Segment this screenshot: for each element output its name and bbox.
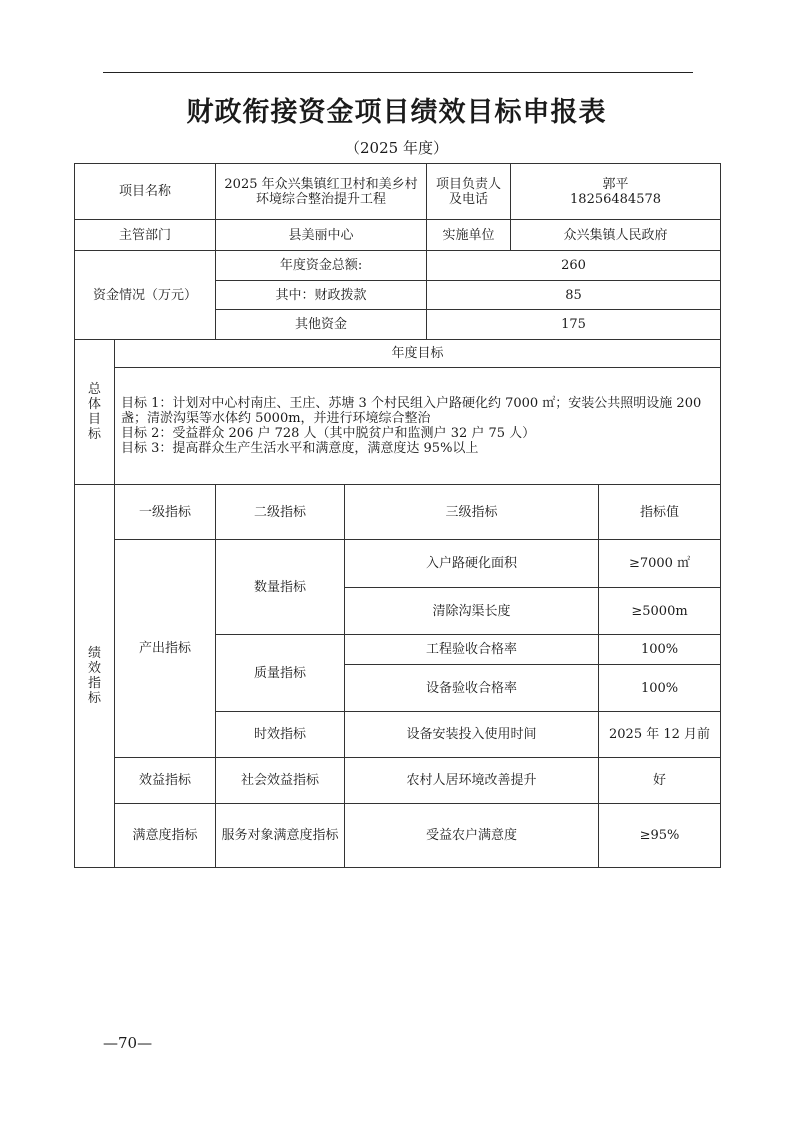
perf-label: 绩效指标 — [87, 646, 101, 706]
perf-header-level1: 一级指标 — [115, 485, 216, 540]
table-row — [75, 804, 721, 868]
quantity-label: 数量指标 — [216, 540, 345, 635]
living-env-name: 农村人居环境改善提升 — [345, 758, 599, 804]
ditch-length-name: 清除沟渠长度 — [345, 588, 599, 635]
funds-total-row — [75, 251, 721, 281]
overall-label-cell — [75, 340, 115, 485]
goal-3: 目标 3：提高群众生产生活水平和满意度，满意度达 95%以上 — [121, 441, 479, 456]
perf-header-level2: 二级指标 — [216, 485, 345, 540]
install-time-name: 设备安装投入使用时间 — [345, 712, 599, 758]
goal-1: 目标 1：计划对中心村南庄、王庄、苏塘 3 个村民组入户路硬化约 7000 ㎡；安装公共照明设施 200 盏；清淤沟渠等水体约 5000m，并进行环境综合整治 — [121, 396, 702, 426]
benefit-label: 效益指标 — [115, 758, 216, 804]
project-name-label: 项目名称 — [75, 164, 216, 220]
time-label: 时效指标 — [216, 712, 345, 758]
project-name-value: 2025 年众兴集镇红卫村和美乡村环境综合整治提升工程 — [216, 164, 427, 220]
funds-total-label: 年度资金总额: — [216, 251, 427, 281]
overall-goals-row — [75, 368, 721, 485]
social-label: 社会效益指标 — [216, 758, 345, 804]
install-time-value: 2025 年 12 月前 — [599, 712, 721, 758]
project-owner-label: 项目负责人及电话 — [427, 164, 511, 220]
perf-header-row — [75, 485, 721, 540]
funds-other-value: 175 — [427, 310, 721, 340]
goal-2: 目标 2：受益群众 206 户 728 人（其中脱贫户和监测户 32 户 75 人） — [121, 426, 536, 441]
department-row — [75, 220, 721, 251]
project-owner-value — [511, 164, 721, 220]
perf-header-value: 指标值 — [599, 485, 721, 540]
living-env-value: 好 — [599, 758, 721, 804]
ditch-length-value: ≥5000m — [599, 588, 721, 635]
year-label: （2025 年度） — [345, 139, 448, 157]
overall-header: 年度目标 — [115, 340, 721, 368]
funds-other-label: 其他资金 — [216, 310, 427, 340]
project-pass-value: 100% — [599, 635, 721, 665]
road-area-value: ≥7000 ㎡ — [599, 540, 721, 588]
output-label: 产出指标 — [115, 540, 216, 758]
service-label: 服务对象满意度指标 — [216, 804, 345, 868]
overall-label: 总体目标 — [87, 382, 101, 442]
overall-goals — [115, 368, 721, 485]
perf-label-cell — [75, 485, 115, 868]
owner-phone: 18256484578 — [570, 191, 662, 207]
dept-value: 县美丽中心 — [216, 220, 427, 251]
farmer-sat-value: ≥95% — [599, 804, 721, 868]
document-title: 财政衔接资金项目绩效目标申报表 — [186, 97, 607, 128]
table-row — [75, 540, 721, 588]
funds-finance-value: 85 — [427, 281, 721, 310]
equip-pass-name: 设备验收合格率 — [345, 665, 599, 712]
funds-total-value: 260 — [427, 251, 721, 281]
equip-pass-value: 100% — [599, 665, 721, 712]
page-number: —70— — [103, 1034, 153, 1052]
dept-label: 主管部门 — [75, 220, 216, 251]
quality-label: 质量指标 — [216, 635, 345, 712]
project-pass-name: 工程验收合格率 — [345, 635, 599, 665]
project-name-row — [75, 164, 721, 220]
owner-name: 郭平 — [602, 176, 629, 192]
top-rule — [103, 72, 693, 73]
table-row — [75, 758, 721, 804]
overall-header-row — [75, 340, 721, 368]
perf-header-level3: 三级指标 — [345, 485, 599, 540]
satisfaction-label: 满意度指标 — [115, 804, 216, 868]
impl-label: 实施单位 — [427, 220, 511, 251]
funds-finance-label: 其中：财政拨款 — [216, 281, 427, 310]
funds-label: 资金情况（万元） — [75, 251, 216, 340]
road-area-name: 入户路硬化面积 — [345, 540, 599, 588]
performance-form-table — [74, 163, 721, 868]
farmer-sat-name: 受益农户满意度 — [345, 804, 599, 868]
impl-value: 众兴集镇人民政府 — [511, 220, 721, 251]
